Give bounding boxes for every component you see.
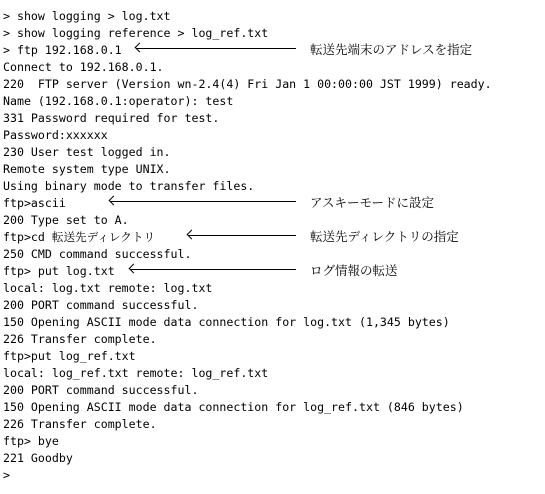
terminal-line: > ftp 192.168.0.1 — [3, 43, 122, 57]
annotation-ftp-address — [136, 40, 472, 57]
terminal-line: Using binary mode to transfer files. — [3, 179, 255, 193]
terminal-output — [3, 8, 543, 484]
terminal-prompt: > — [3, 468, 10, 482]
annotation-label: ログ情報の転送 — [310, 262, 398, 278]
terminal-line: ftp>cd 転送先ディレクトリ — [3, 230, 156, 244]
terminal-line: Connect to 192.168.0.1. — [3, 60, 164, 74]
terminal-line: > show logging > log.txt — [3, 9, 171, 23]
terminal-line: 226 Transfer complete. — [3, 332, 157, 346]
terminal-line: 230 User test logged in. — [3, 145, 171, 159]
terminal-line: Remote system type UNIX. — [3, 162, 171, 176]
terminal-line: ftp> bye — [3, 434, 59, 448]
terminal-line: 200 Type set to A. — [3, 213, 129, 227]
terminal-line: Password:xxxxxx — [3, 128, 108, 142]
annotation-label: 転送先端末のアドレスを指定 — [310, 41, 473, 57]
terminal-line: 200 PORT command successful. — [3, 298, 199, 312]
terminal-line: local: log_ref.txt remote: log_ref.txt — [3, 366, 269, 380]
terminal-line: 150 Opening ASCII mode data connection for log_ref.txt (846 bytes) — [3, 400, 464, 414]
annotation-ascii-mode — [110, 193, 434, 210]
terminal-line: 331 Password required for test. — [3, 111, 220, 125]
terminal-line: ftp>put log_ref.txt — [3, 349, 136, 363]
terminal-line: > show logging reference > log_ref.txt — [3, 26, 269, 40]
arrow-left-icon — [110, 201, 296, 202]
arrow-left-icon — [136, 48, 296, 49]
arrow-left-icon — [130, 269, 296, 270]
terminal-line: ftp>ascii — [3, 196, 66, 210]
terminal-line: 226 Transfer complete. — [3, 417, 157, 431]
annotation-label: 転送先ディレクトリの指定 — [310, 228, 459, 244]
terminal-line: 250 CMD command successful. — [3, 247, 192, 261]
terminal-line: 221 Goodby — [3, 451, 73, 465]
terminal-line: ftp> put log.txt — [3, 264, 115, 278]
terminal-line: local: log.txt remote: log.txt — [3, 281, 213, 295]
arrow-left-icon — [188, 235, 296, 236]
annotation-target-directory — [188, 227, 459, 244]
terminal-line: 150 Opening ASCII mode data connection for log.txt (1,345 bytes) — [3, 315, 450, 329]
annotation-log-transfer — [130, 261, 398, 278]
annotation-label: アスキーモードに設定 — [310, 194, 435, 210]
terminal-line: Name (192.168.0.1:operator): test — [3, 94, 234, 108]
terminal-line: 200 PORT command successful. — [3, 383, 199, 397]
terminal-line: 220 FTP server (Version wn-2.4(4) Fri Jan 1 00:00:00 JST 1999) ready. — [3, 77, 492, 91]
